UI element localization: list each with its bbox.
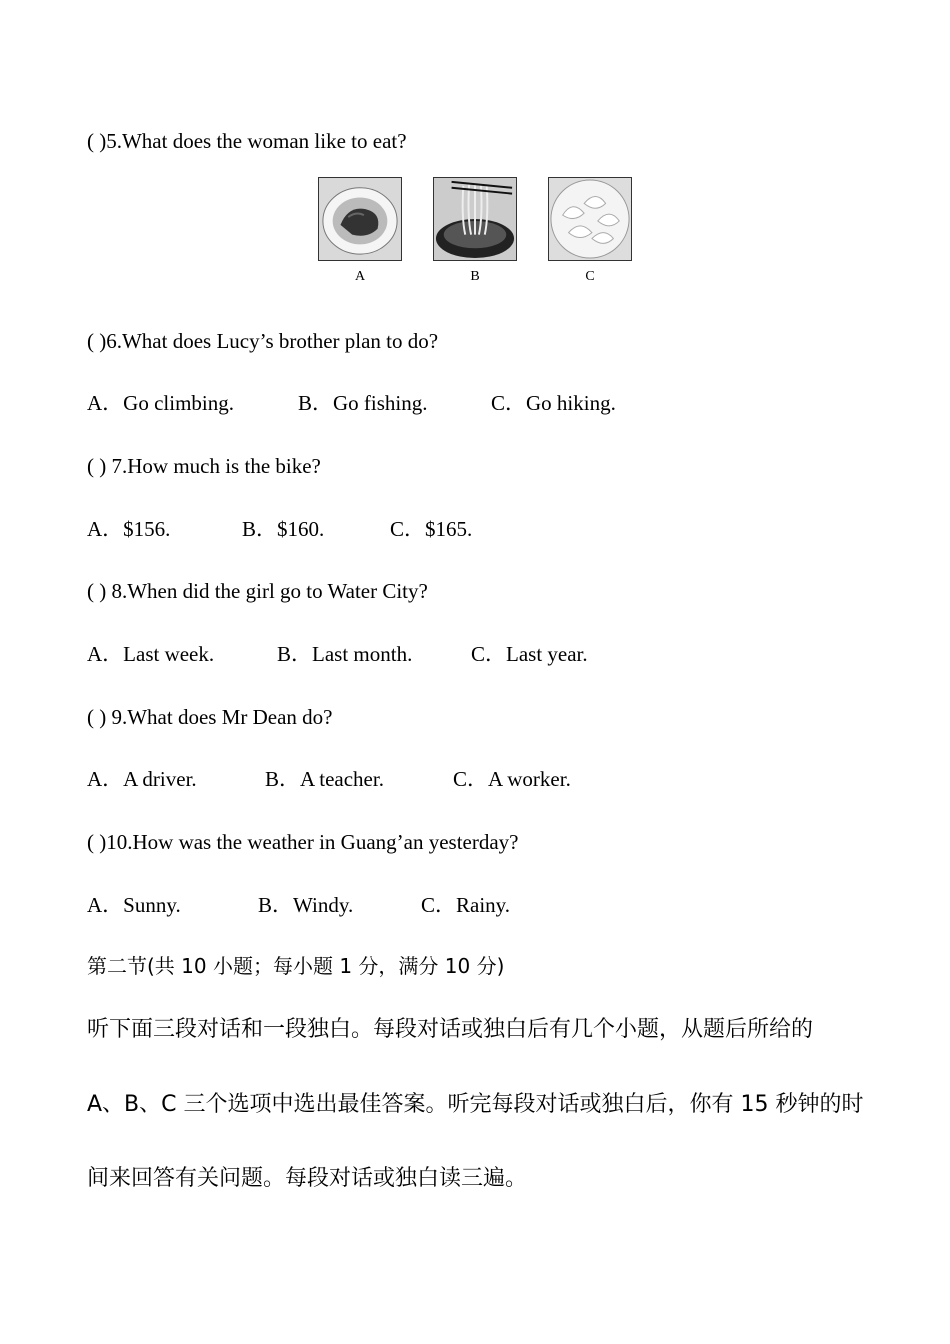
question-7-option-a: A．$156. <box>87 517 171 541</box>
question-8-option-b: B．Last month. <box>277 642 413 666</box>
dumplings-icon <box>548 177 632 261</box>
question-7-option-c: C．$165. <box>390 517 473 541</box>
instruction-line-2: A、B、C 三个选项中选出最佳答案。听完每段对话或独白后，你有 15 秒钟的时 <box>87 1092 864 1117</box>
question-10-option-c: C．Rainy. <box>421 893 511 917</box>
question-10-option-a: A．Sunny. <box>87 893 181 917</box>
instruction-line-1: 听下面三段对话和一段独白。每段对话或独白后有几个小题，从题后所给的 <box>87 1017 814 1042</box>
instruction-line-3: 间来回答有关问题。每段对话或独白读三遍。 <box>87 1166 528 1191</box>
question-6-stem: ( )6.What does Lucy’s brother plan to do? <box>87 329 439 353</box>
question-6-option-c: C．Go hiking. <box>491 391 616 415</box>
question-6-option-a: A．Go climbing. <box>87 391 234 415</box>
question-10-option-b: B．Windy. <box>258 893 354 917</box>
picture-label-b: B <box>470 269 480 284</box>
question-7-option-b: B．$160. <box>242 517 325 541</box>
question-9-option-b: B．A teacher. <box>265 767 384 791</box>
question-9-stem: ( ) 9.What does Mr Dean do? <box>87 705 333 729</box>
question-8-stem: ( ) 8.When did the girl go to Water City? <box>87 579 428 603</box>
question-7-stem: ( ) 7.How much is the bike? <box>87 454 321 478</box>
picture-label-c: C <box>585 269 595 284</box>
question-10-stem: ( )10.How was the weather in Guang’an yesterday? <box>87 830 519 854</box>
question-6-option-b: B．Go fishing. <box>298 391 428 415</box>
roast-duck-icon <box>318 177 402 261</box>
question-5-stem: ( )5.What does the woman like to eat? <box>87 129 407 153</box>
question-9-option-c: C．A worker. <box>453 767 571 791</box>
picture-label-a: A <box>354 269 366 284</box>
question-8-option-c: C．Last year. <box>471 642 588 666</box>
section-heading: 第二节(共 10 小题；每小题 1 分，满分 10 分) <box>87 954 505 978</box>
noodles-icon <box>433 177 517 261</box>
question-8-option-a: A．Last week. <box>87 642 215 666</box>
question-5-pictures <box>318 177 638 287</box>
question-9-option-a: A．A driver. <box>87 767 197 791</box>
